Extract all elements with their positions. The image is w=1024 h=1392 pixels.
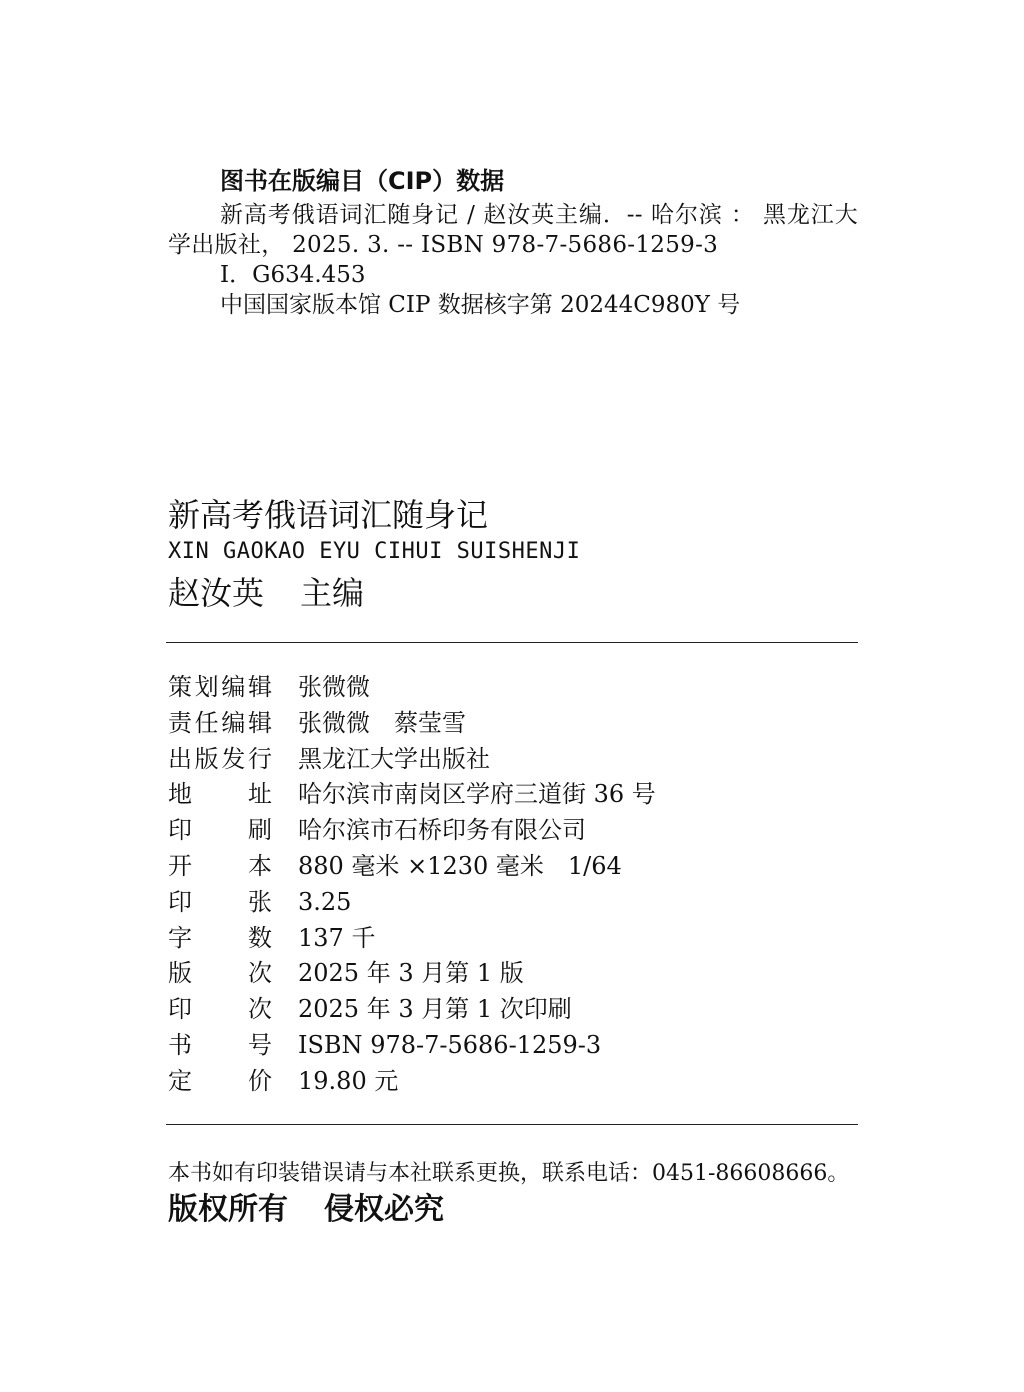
- book-title-pinyin: XIN GAOKAO EYU CIHUI SUISHENJI: [168, 539, 581, 564]
- detail-label: 版 次: [168, 959, 272, 988]
- detail-value: 3.25: [298, 887, 352, 916]
- detail-row: [168, 956, 858, 992]
- detail-value: 张微微 蔡莹雪: [298, 708, 466, 737]
- detail-label: 出 版 发 行: [168, 744, 272, 773]
- copyright-left: 版权所有: [168, 1192, 288, 1227]
- divider: [166, 642, 858, 643]
- divider: [166, 1124, 858, 1125]
- detail-row: [168, 849, 858, 885]
- detail-value: 2025 年 3 月第 1 次印刷: [298, 995, 572, 1024]
- replacement-notice: 本书如有印装错误请与本社联系更换，联系电话：0451-86608666。: [168, 1161, 850, 1186]
- detail-value: 137 千: [298, 923, 376, 952]
- detail-value: 张微微: [298, 673, 370, 701]
- detail-row: [168, 992, 858, 1028]
- detail-label: 策 划 编 辑: [168, 673, 272, 701]
- detail-value: 哈尔滨市石桥印务有限公司: [298, 816, 586, 845]
- cip-record-number: 中国国家版本馆 CIP 数据核字第 20244C980Y 号: [220, 292, 741, 318]
- detail-label: 印 次: [168, 995, 272, 1024]
- detail-value: 黑龙江大学出版社: [298, 744, 490, 773]
- cip-heading: 图书在版编目（CIP）数据: [220, 167, 505, 195]
- detail-label: 书 号: [168, 1030, 272, 1059]
- detail-label: 开 本: [168, 851, 272, 880]
- cip-classification: Ⅰ．G634.453: [220, 262, 366, 288]
- detail-row: [168, 885, 858, 921]
- detail-label: 字 数: [168, 923, 272, 952]
- detail-value: ISBN 978-7-5686-1259-3: [298, 1030, 602, 1059]
- detail-label: 印 张: [168, 887, 272, 916]
- detail-label: 印 刷: [168, 816, 272, 845]
- detail-row: [168, 1028, 858, 1064]
- detail-row: [168, 670, 858, 706]
- detail-label: 责 任 编 辑: [168, 708, 272, 737]
- detail-value: 2025 年 3 月第 1 版: [298, 959, 524, 988]
- detail-row: [168, 1064, 858, 1100]
- author-role: 主编: [300, 574, 365, 612]
- detail-row: [168, 706, 858, 742]
- publication-details: [168, 670, 858, 1100]
- copyright-right: 侵权必究: [324, 1192, 444, 1227]
- detail-label: 定 价: [168, 1066, 272, 1095]
- cip-record: [168, 200, 858, 320]
- detail-value: 19.80 元: [298, 1066, 399, 1095]
- cip-description: 新高考俄语词汇随身记 / 赵汝英主编．-- 哈尔滨 ： 黑龙江大学出版社， 2025. 3. -- ISBN 978-7-5686-1259-3: [168, 202, 858, 258]
- book-title: 新高考俄语词汇随身记: [168, 496, 489, 534]
- copyright-statement: [168, 1190, 444, 1230]
- detail-row: [168, 742, 858, 778]
- book-author: [168, 572, 364, 614]
- detail-value: 880 毫米 ×1230 毫米 1/64: [298, 851, 622, 880]
- detail-row: [168, 813, 858, 849]
- detail-row: [168, 921, 858, 957]
- author-name: 赵汝英: [168, 574, 265, 612]
- detail-label: 地 址: [168, 780, 272, 809]
- detail-value: 哈尔滨市南岗区学府三道街 36 号: [298, 780, 656, 809]
- detail-row: [168, 777, 858, 813]
